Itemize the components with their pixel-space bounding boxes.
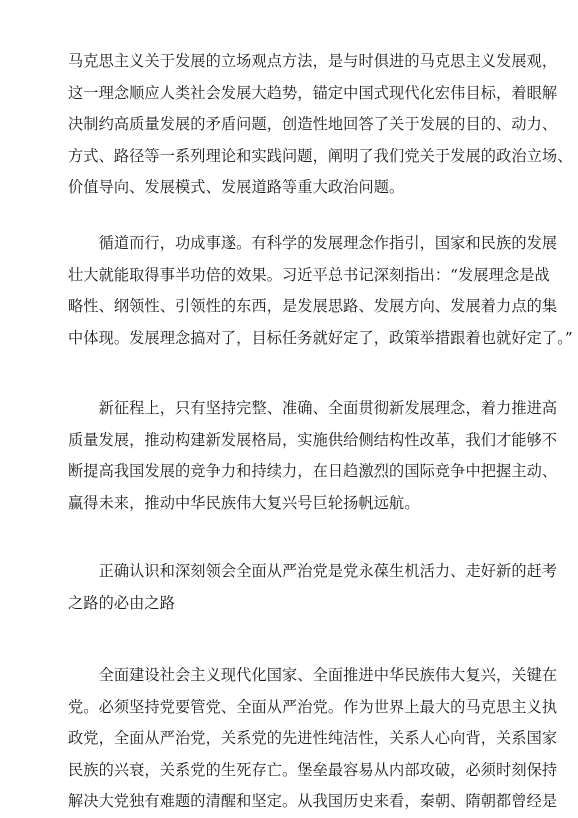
paragraph-1-line-1: 马克思主义关于发展的立场观点方法，是与时俱进的马克思主义发展观， <box>68 52 558 70</box>
paragraph-5 <box>68 660 557 818</box>
section-heading-line-1: 正确认识和深刻领会全面从严治党是党永葆生机活力、走好新的赶考 <box>68 562 558 580</box>
paragraph-3-line-4: 赢得未来，推动中华民族伟大复兴号巨轮扬帆远航。 <box>68 493 420 512</box>
section-heading <box>68 556 557 619</box>
paragraph-3-line-3: 断提高我国发展的竞争力和持续力，在日趋激烈的国际竞争中把握主动、 <box>68 462 558 480</box>
paragraph-5-line-3: 政党，全面从严治党，关系党的先进性纯洁性，关系人心向背，关系国家 <box>68 729 558 747</box>
paragraph-3 <box>68 393 557 519</box>
paragraph-2-line-2: 壮大就能取得事半功倍的效果。习近平总书记深刻指出：“发展理念是战 <box>68 265 550 284</box>
paragraph-3-line-1: 新征程上，只有坚持完整、准确、全面贯彻新发展理念，着力推进高 <box>68 399 558 417</box>
paragraph-5-line-4: 民族的兴衰，关系党的生死存亡。堡垒最容易从内部攻破，必须时刻保持 <box>68 760 558 779</box>
paragraph-2-line-3: 略性、纲领性、引领性的东西，是发展思路、发展方向、发展着力点的集 <box>68 297 558 315</box>
paragraph-5-line-2: 党。必须坚持党要管党、全面从严治党。作为世界上最大的马克思主义执 <box>68 697 558 716</box>
paragraph-5-line-5: 解决大党独有难题的清醒和坚定。从我国历史来看，秦朝、隋朝都曾经是 <box>68 792 558 810</box>
paragraph-1-line-2: 这一理念顺应人类社会发展大趋势，锚定中国式现代化宏伟目标，着眼解 <box>68 83 558 102</box>
paragraph-1 <box>68 46 573 204</box>
paragraph-1-line-5: 价值导向、发展模式、发展道路等重大政治问题。 <box>68 178 405 196</box>
paragraph-3-line-2: 质量发展，推动构建新发展格局，实施供给侧结构性改革，我们才能够不 <box>68 430 558 449</box>
paragraph-1-line-4: 方式、路径等一系列理论和实践问题，阐明了我们党关于发展的政治立场、 <box>68 146 573 165</box>
section-heading-line-2: 之路的必由之路 <box>68 593 176 612</box>
paragraph-2-line-4: 中体现。发展理念搞对了，目标任务就好定了，政策举措跟着也就好定了。” <box>68 328 573 347</box>
paragraph-1-line-3: 决制约高质量发展的矛盾问题，创造性地回答了关于发展的目的、动力、 <box>68 115 558 133</box>
paragraph-5-line-1: 全面建设社会主义现代化国家、全面推进中华民族伟大复兴，关键在 <box>68 666 558 684</box>
paragraph-2 <box>68 228 573 354</box>
paragraph-2-line-1: 循道而行，功成事遂。有科学的发展理念作指引，国家和民族的发展 <box>68 234 558 252</box>
